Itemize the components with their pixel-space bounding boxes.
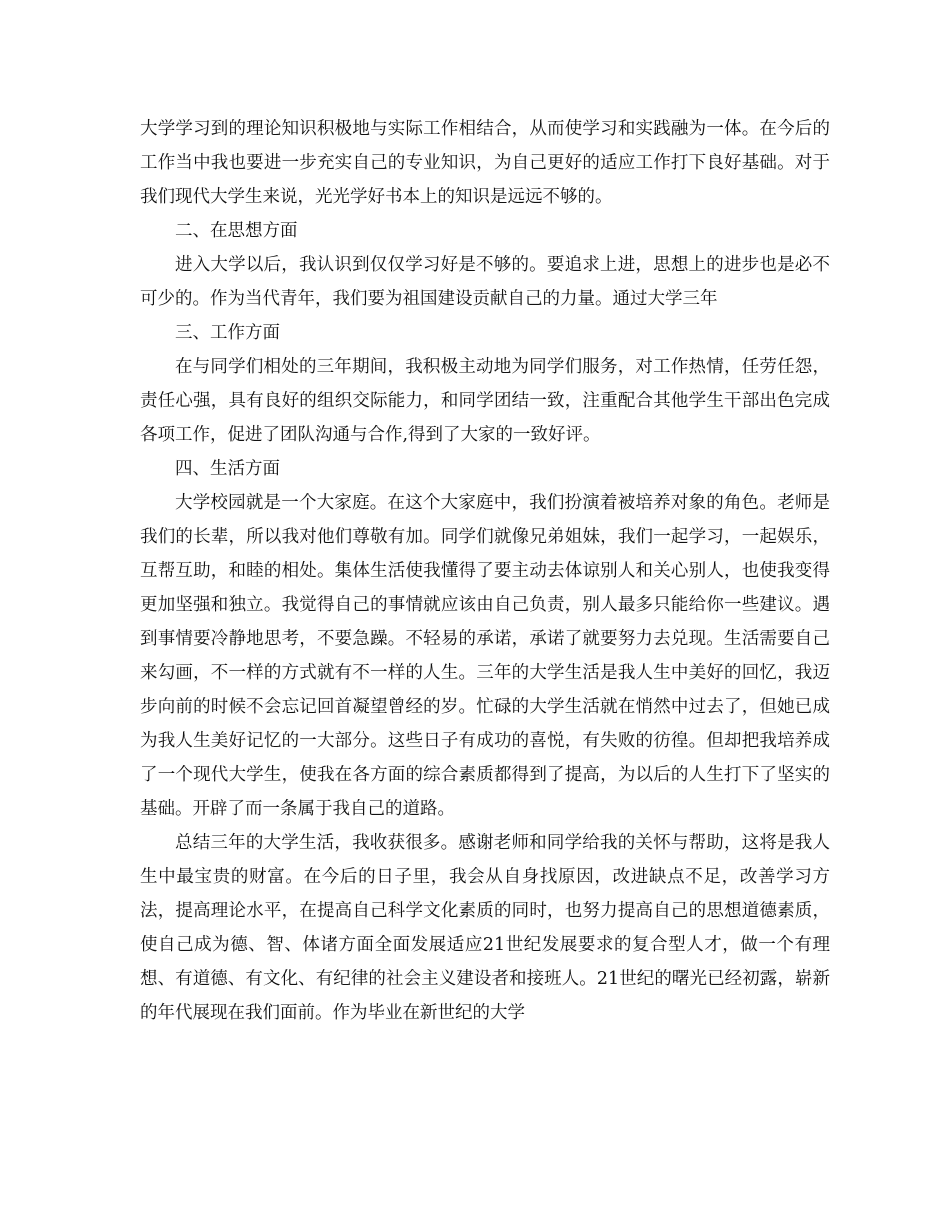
document-body: [140, 112, 830, 1030]
section-heading-thought: 二、在思想方面: [175, 221, 298, 241]
paragraph-intro-continuation: 大学学习到的理论知识积极地与实际工作相结合，从而使学习和实践融为一体。在今后的工作当中我也要进一步充实自己的专业知识，为自己更好的适应工作打下良好基础。对于我们现代大学生来说，光光学好书本上的知识是远远不够的。: [140, 119, 830, 207]
section-heading-life: 四、生活方面: [175, 459, 280, 479]
paragraph-thought: 进入大学以后，我认识到仅仅学习好是不够的。要追求上进，思想上的进步也是必不可少的。作为当代青年，我们要为祖国建设贡献自己的力量。通过大学三年: [140, 255, 830, 309]
section-heading-work: 三、工作方面: [175, 323, 280, 343]
paragraph-life: 大学校园就是一个大家庭。在这个大家庭中，我们扮演着被培养对象的角色。老师是我们的长辈，所以我对他们尊敬有加。同学们就像兄弟姐妹，我们一起学习，一起娱乐，互帮互助，和睦的相处。集体生活使我懂得了要主动去体谅别人和关心别人，也使我变得更加坚强和独立。我觉得自己的事情就应该由自己负责，别人最多只能给你一些建议。遇到事情要冷静地思考，不要急躁。不轻易的承诺，承诺了就要努力去兑现。生活需要自己来勾画，不一样的方式就有不一样的人生。三年的大学生活是我人生中美好的回忆，我迈步向前的时候不会忘记回首凝望曾经的岁。忙碌的大学生活就在悄然中过去了，但她已成为我人生美好记忆的一大部分。这些日子有成功的喜悦，有失败的彷徨。但却把我培养成了一个现代大学生，使我在各方面的综合素质都得到了提高，为以后的人生打下了坚实的基础。开辟了而一条属于我自己的道路。: [140, 493, 830, 819]
paragraph-work: 在与同学们相处的三年期间，我积极主动地为同学们服务，对工作热情，任劳任怨，责任心强，具有良好的组织交际能力，和同学团结一致，注重配合其他学生干部出色完成各项工作，促进了团队沟通与合作,得到了大家的一致好评。: [140, 357, 830, 445]
paragraph-summary: 总结三年的大学生活，我收获很多。感谢老师和同学给我的关怀与帮助，这将是我人生中最宝贵的财富。在今后的日子里，我会从自身找原因，改进缺点不足，改善学习方法，提高理论水平，在提高自己科学文化素质的同时，也努力提高自己的思想道德素质，使自己成为德、智、体诸方面全面发展适应21世纪发展要求的复合型人才，做一个有理想、有道德、有文化、有纪律的社会主义建设者和接班人。21世纪的曙光已经初露，崭新的年代展现在我们面前。作为毕业在新世纪的大学: [140, 833, 830, 1023]
